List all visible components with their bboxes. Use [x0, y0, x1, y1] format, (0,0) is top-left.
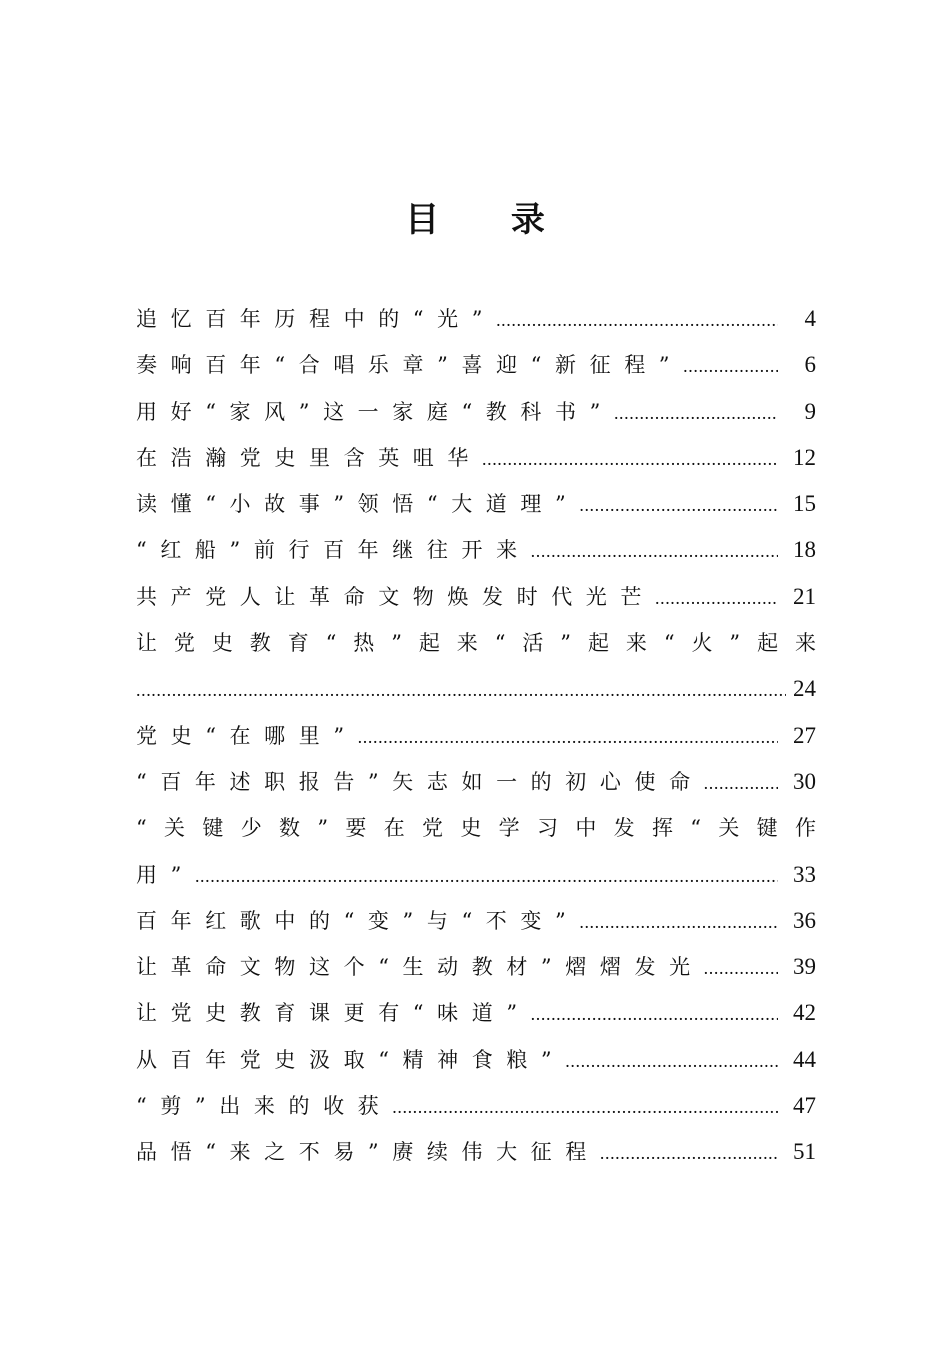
toc-entry-page: 4 [804, 306, 816, 331]
toc-entry-title: 让党史教育课更有“味道” [136, 1001, 531, 1026]
toc-entry-title: 共产党人让革命文物焕发时代光芒 [136, 584, 655, 609]
toc-entry[interactable] [136, 389, 816, 435]
toc-entry-page: 27 [793, 722, 816, 748]
toc-entry-page: 24 [793, 676, 816, 702]
toc-entry[interactable] [136, 713, 816, 759]
dot-leader [614, 390, 778, 436]
toc-entry-page: 30 [793, 768, 816, 794]
toc-entry-title: 让党史教育“热”起来“活”起来“火”起来 [136, 631, 816, 656]
toc-entry-page: 51 [793, 1139, 816, 1165]
toc-entry-page: 18 [793, 537, 816, 563]
dot-leader [531, 528, 778, 574]
toc-entry-page: 21 [793, 583, 816, 609]
dot-leader [496, 297, 778, 343]
dot-leader [195, 853, 778, 899]
toc-entry[interactable] [136, 342, 816, 388]
toc-entry-page: 15 [793, 491, 816, 517]
toc-entry-page: 33 [793, 861, 816, 887]
toc-entry-title: 读懂“小故事”领悟“大道理” [136, 492, 580, 517]
dot-leader [482, 436, 778, 482]
dot-leader [704, 945, 778, 991]
toc-entry-page: 39 [793, 954, 816, 980]
dot-leader [704, 760, 778, 806]
toc-entry-page: 12 [793, 444, 816, 470]
table-of-contents [136, 296, 816, 1176]
toc-entry[interactable] [136, 1037, 816, 1083]
toc-entry[interactable] [136, 1129, 816, 1175]
toc-entry[interactable] [136, 759, 816, 805]
toc-entry[interactable] [136, 435, 816, 481]
toc-entry-page: 42 [793, 1000, 816, 1026]
toc-entry-title: 党史“在哪里” [136, 723, 358, 748]
dot-leader [565, 1038, 778, 1084]
dot-leader [531, 991, 778, 1037]
dot-leader [358, 714, 778, 760]
toc-entry[interactable] [136, 944, 816, 990]
toc-entry[interactable] [136, 620, 816, 713]
dot-leader [392, 1084, 778, 1130]
toc-entry-title: “剪”出来的收获 [136, 1094, 393, 1119]
toc-entry[interactable] [136, 527, 816, 573]
toc-entry-title: 在浩瀚党史里含英咀华 [136, 445, 482, 470]
toc-entry[interactable] [136, 574, 816, 620]
dot-leader [136, 667, 786, 713]
page-title: 目 录 [405, 200, 575, 240]
toc-entry-title: 品悟“来之不易”赓续伟大征程 [136, 1140, 600, 1165]
toc-entry[interactable] [136, 805, 816, 898]
toc-entry-page: 44 [793, 1046, 816, 1072]
dot-leader [600, 1130, 778, 1176]
toc-entry-title: 让革命文物这个“生动教材”熠熠发光 [136, 955, 704, 980]
toc-entry[interactable] [136, 898, 816, 944]
dot-leader [655, 575, 778, 621]
toc-entry-title: “红船”前行百年继往开来 [136, 538, 531, 563]
toc-entry-title: 从百年党史汲取“精神食粮” [136, 1047, 566, 1072]
toc-entry-title: “百年述职报告”矢志如一的初心使命 [136, 769, 704, 794]
toc-entry-page: 36 [793, 907, 816, 933]
toc-entry-title: “关键少数”要在党史学习中发挥“关键作 [136, 816, 816, 841]
dot-leader [579, 482, 778, 528]
toc-entry-title: 奏响百年“合唱乐章”喜迎“新征程” [136, 353, 684, 378]
toc-entry[interactable] [136, 481, 816, 527]
toc-entry-title: 追忆百年历程中的“光” [136, 307, 497, 331]
toc-entry[interactable] [136, 1083, 816, 1129]
toc-entry-title: 百年红歌中的“变”与“不变” [136, 908, 580, 933]
toc-entry[interactable] [136, 296, 816, 342]
toc-entry-page: 47 [793, 1093, 816, 1119]
toc-entry-page: 9 [804, 398, 816, 424]
toc-entry[interactable] [136, 990, 816, 1036]
dot-leader [579, 899, 778, 945]
toc-entry-title: 用好“家风”这一家庭“教科书” [136, 399, 614, 424]
toc-entry-page: 6 [804, 352, 816, 378]
dot-leader [683, 343, 778, 389]
toc-entry-title-continued: 用” [136, 862, 195, 887]
